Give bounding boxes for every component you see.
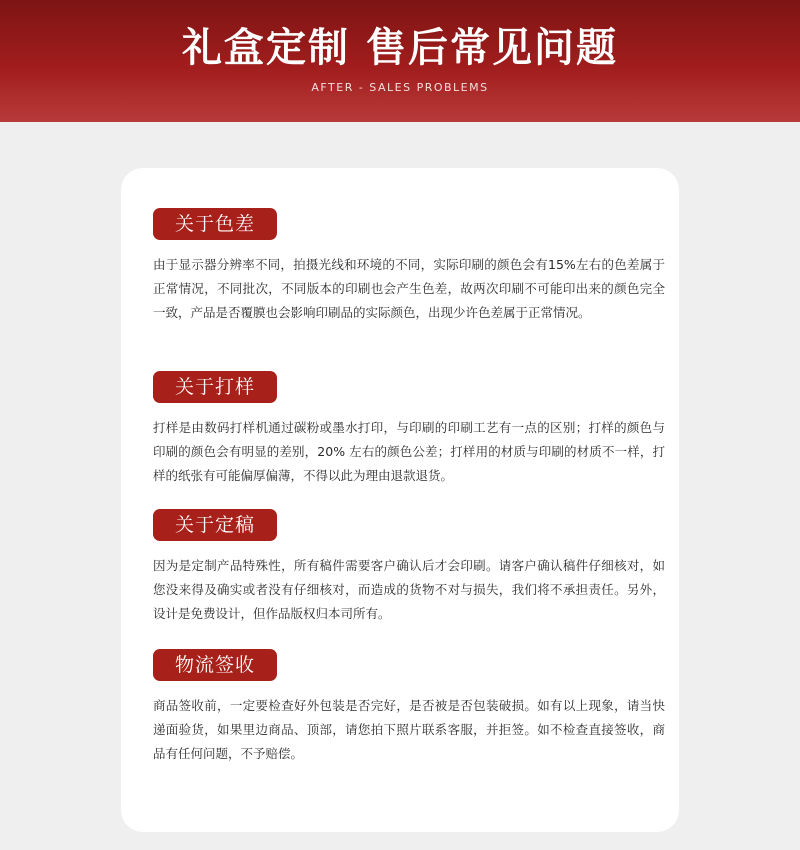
section-color-difference bbox=[153, 208, 665, 325]
page-header bbox=[0, 0, 800, 122]
faq-card bbox=[121, 168, 679, 832]
section-heading: 关于定稿 bbox=[153, 509, 277, 541]
section-logistics bbox=[153, 649, 665, 766]
section-heading: 关于打样 bbox=[153, 371, 277, 403]
section-heading: 物流签收 bbox=[153, 649, 277, 681]
section-heading: 关于色差 bbox=[153, 208, 277, 240]
section-proofing bbox=[153, 371, 665, 488]
section-final-draft bbox=[153, 509, 665, 626]
page-title: 礼盒定制 售后常见问题 bbox=[182, 24, 618, 71]
section-text: 打样是由数码打样机通过碳粉或墨水打印，与印刷的印刷工艺有一点的区别；打样的颜色与印刷的颜色会有明显的差别，20% 左右的颜色公差；打样用的材质与印刷的材质不一样，打样的纸张有可能偏厚偏薄，不得以此为理由退款退货。 bbox=[153, 420, 665, 483]
section-text: 因为是定制产品特殊性，所有稿件需要客户确认后才会印刷。请客户确认稿件仔细核对，如您没来得及确实或者没有仔细核对，而造成的货物不对与损失，我们将不承担责任。另外，设计是免费设计，但作品版权归本司所有。 bbox=[153, 558, 665, 621]
page-subtitle: AFTER - SALES PROBLEMS bbox=[311, 81, 489, 94]
section-text: 商品签收前，一定要检查好外包装是否完好，是否被是否包装破损。如有以上现象，请当快递面验货，如果里边商品、顶部，请您拍下照片联系客服，并拒签。如不检查直接签收，商品有任何问题，不予赔偿。 bbox=[153, 698, 665, 761]
section-text: 由于显示器分辨率不同，拍摄光线和环境的不同，实际印刷的颜色会有15%左右的色差属于正常情况，不同批次，不同版本的印刷也会产生色差，故两次印刷不可能印出来的颜色完全一致，产品是否覆膜也会影响印刷品的实际颜色，出现少许色差属于正常情况。 bbox=[153, 257, 665, 320]
